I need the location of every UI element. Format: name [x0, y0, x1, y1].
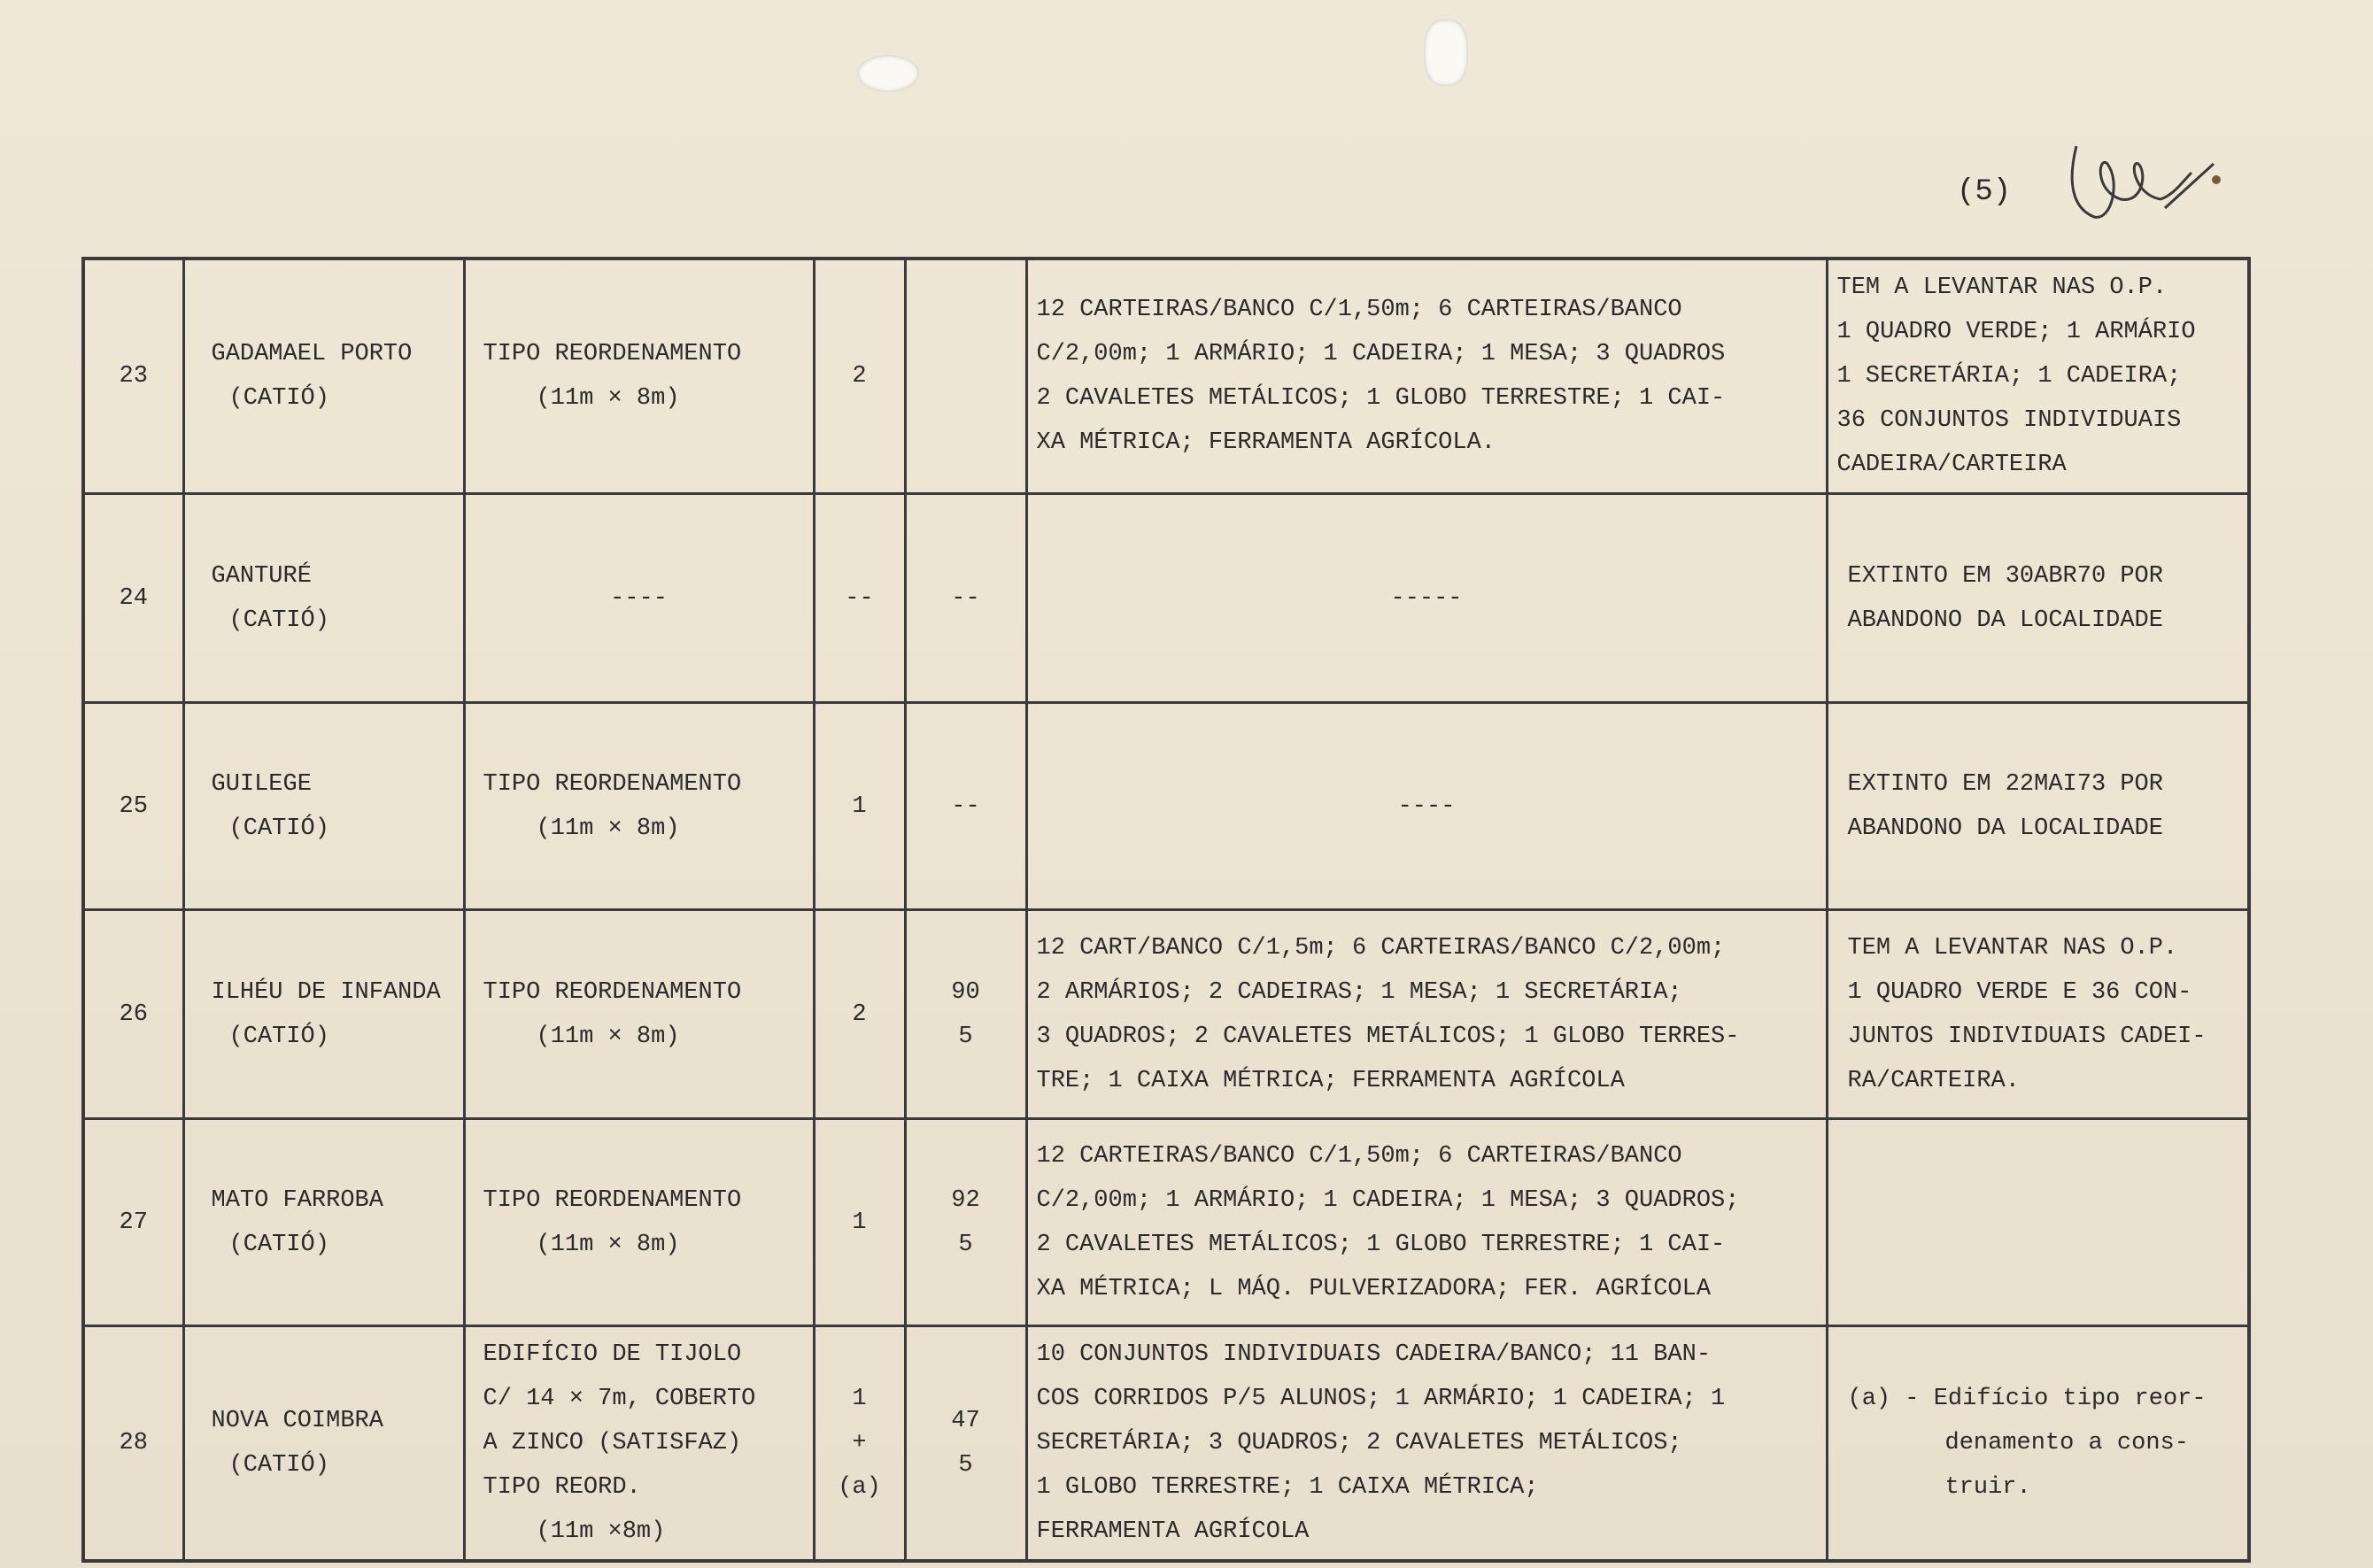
- equipment-line: 12 CARTEIRAS/BANCO C/1,50m; 6 CARTEIRAS/BANCO: [1036, 297, 1682, 323]
- equipment-line: COS CORRIDOS P/5 ALUNOS; 1 ARMÁRIO; 1 CADEIRA; 1: [1036, 1386, 1726, 1412]
- observation-line: EXTINTO EM 22MAI73 POR: [1847, 770, 2163, 798]
- table-row: [83, 910, 2249, 1119]
- location-cell: [183, 259, 464, 494]
- observations-cell: [1827, 1326, 2249, 1562]
- location-cell: [183, 910, 464, 1119]
- rooms-value: 1: [852, 1209, 867, 1236]
- observation-line: 1 SECRETÁRIA; 1 CADEIRA;: [1836, 363, 2182, 390]
- location-region: (CATIÓ): [228, 385, 329, 412]
- punch-hole-right: [1424, 19, 1468, 86]
- building-line: TIPO REORDENAMENTO: [483, 1186, 742, 1214]
- students-cell: [905, 910, 1026, 1119]
- students-cell: [905, 1326, 1026, 1562]
- page-number: (5): [1957, 175, 2012, 209]
- rooms-cell: [814, 1326, 905, 1562]
- students-cell: [905, 259, 1026, 494]
- equipment-line: 10 CONJUNTOS INDIVIDUAIS CADEIRA/BANCO; 11 BAN-: [1036, 1341, 1712, 1368]
- students-value: 5: [958, 1231, 973, 1258]
- table-row: [83, 494, 2249, 703]
- location-region: (CATIÓ): [228, 606, 329, 634]
- building-line: (11m × 8m): [536, 385, 680, 412]
- table-row: [83, 703, 2249, 910]
- equipment-line: 12 CART/BANCO C/1,5m; 6 CARTEIRAS/BANCO C/2,00m;: [1036, 934, 1726, 962]
- location-cell: [183, 494, 464, 703]
- equipment-cell: [1026, 259, 1827, 494]
- building-line: (11m × 8m): [536, 815, 680, 842]
- building-cell: [464, 703, 814, 910]
- rooms-cell: [814, 703, 905, 910]
- observation-line: RA/CARTEIRA.: [1847, 1067, 2020, 1094]
- equipment-line: 2 ARMÁRIOS; 2 CADEIRAS; 1 MESA; 1 SECRETÁRIA;: [1036, 978, 1682, 1006]
- handwritten-initials: [2059, 111, 2227, 243]
- students-cell: [905, 494, 1026, 703]
- observation-line: ABANDONO DA LOCALIDADE: [1847, 606, 2163, 634]
- row-number: [83, 1326, 183, 1562]
- rooms-value: 2: [852, 1000, 867, 1028]
- observation-line: (a) - Edifício tipo reor-: [1847, 1386, 2207, 1412]
- rooms-value: 1: [852, 792, 867, 820]
- building-line: ----: [610, 584, 668, 612]
- punch-hole-left: [857, 55, 919, 92]
- observation-line: TEM A LEVANTAR NAS O.P.: [1836, 274, 2168, 301]
- building-line: A ZINCO (SATISFAZ): [483, 1430, 742, 1456]
- row-number-text: 23: [119, 363, 148, 390]
- observation-line: EXTINTO EM 30ABR70 POR: [1847, 562, 2163, 590]
- row-number-text: 24: [119, 584, 148, 612]
- row-number: [83, 1119, 183, 1326]
- equipment-line: XA MÉTRICA; L MÁQ. PULVERIZADORA; FER. AGRÍCOLA: [1036, 1275, 1712, 1302]
- students-value: --: [951, 584, 980, 612]
- observation-line: truir.: [1944, 1474, 2031, 1501]
- row-number: [83, 259, 183, 494]
- equipment-line: 1 GLOBO TERRESTRE; 1 CAIXA MÉTRICA;: [1036, 1474, 1539, 1501]
- row-number: [83, 703, 183, 910]
- building-line: TIPO REORDENAMENTO: [483, 978, 742, 1006]
- building-line: (11m ×8m): [536, 1518, 666, 1545]
- row-number: [83, 910, 183, 1119]
- location-name: GUILEGE: [211, 770, 312, 798]
- students-value: 92: [951, 1186, 980, 1214]
- row-number: [83, 494, 183, 703]
- students-value: --: [951, 792, 980, 820]
- building-line: (11m × 8m): [536, 1231, 680, 1258]
- rooms-cell: [814, 494, 905, 703]
- observations-cell: [1827, 910, 2249, 1119]
- students-value: 5: [958, 1023, 973, 1050]
- equipment-line: 12 CARTEIRAS/BANCO C/1,50m; 6 CARTEIRAS/BANCO: [1036, 1142, 1682, 1170]
- equipment-cell: [1026, 910, 1827, 1119]
- location-name: ILHÉU DE INFANDA: [211, 978, 441, 1006]
- observation-line: CADEIRA/CARTEIRA: [1836, 452, 2067, 478]
- building-line: EDIFÍCIO DE TIJOLO: [483, 1341, 742, 1368]
- students-value: 90: [951, 978, 980, 1006]
- rooms-cell: [814, 259, 905, 494]
- observations-cell: [1827, 494, 2249, 703]
- row-number-text: 26: [119, 1000, 148, 1028]
- location-name: GANTURÉ: [211, 562, 312, 590]
- rooms-value: 1: [852, 1386, 867, 1412]
- observation-line: 36 CONJUNTOS INDIVIDUAIS: [1836, 407, 2182, 434]
- equipment-line: C/2,00m; 1 ARMÁRIO; 1 CADEIRA; 1 MESA; 3 QUADROS: [1036, 341, 1726, 367]
- row-number-text: 28: [119, 1430, 148, 1456]
- location-cell: [183, 1119, 464, 1326]
- students-cell: [905, 703, 1026, 910]
- observation-line: ABANDONO DA LOCALIDADE: [1847, 815, 2163, 842]
- table-row: [83, 1119, 2249, 1326]
- location-name: NOVA COIMBRA: [211, 1408, 383, 1434]
- equipment-line: XA MÉTRICA; FERRAMENTA AGRÍCOLA.: [1036, 429, 1496, 456]
- students-value: 5: [958, 1452, 973, 1479]
- equipment-line: TRE; 1 CAIXA MÉTRICA; FERRAMENTA AGRÍCOLA: [1036, 1067, 1625, 1094]
- observation-line: 1 QUADRO VERDE E 36 CON-: [1847, 978, 2192, 1006]
- equipment-line: FERRAMENTA AGRÍCOLA: [1036, 1518, 1310, 1545]
- equipment-line: 2 CAVALETES METÁLICOS; 1 GLOBO TERRESTRE; 1 CAI-: [1036, 385, 1726, 412]
- equipment-cell: [1026, 1326, 1827, 1562]
- location-region: (CATIÓ): [228, 1452, 329, 1479]
- observation-line: TEM A LEVANTAR NAS O.P.: [1847, 934, 2178, 962]
- location-cell: [183, 703, 464, 910]
- equipment-line: 3 QUADROS; 2 CAVALETES METÁLICOS; 1 GLOBO TERRES-: [1036, 1023, 1740, 1050]
- observation-line: JUNTOS INDIVIDUAIS CADEI-: [1847, 1023, 2207, 1050]
- building-line: TIPO REORD.: [483, 1474, 641, 1501]
- location-cell: [183, 1326, 464, 1562]
- observation-line: denamento a cons-: [1944, 1430, 2189, 1456]
- rooms-value: (a): [838, 1474, 881, 1501]
- equipment-cell: [1026, 1119, 1827, 1326]
- building-cell: [464, 1119, 814, 1326]
- observations-cell: [1827, 1119, 2249, 1326]
- rooms-cell: [814, 910, 905, 1119]
- students-value: 47: [951, 1408, 980, 1434]
- equipment-cell: [1026, 494, 1827, 703]
- row-number-text: 25: [119, 792, 148, 820]
- observations-cell: [1827, 703, 2249, 910]
- rooms-value: +: [852, 1430, 867, 1456]
- building-line: (11m × 8m): [536, 1023, 680, 1050]
- equipment-line: -----: [1390, 584, 1463, 612]
- equipment-line: SECRETÁRIA; 3 QUADROS; 2 CAVALETES METÁLICOS;: [1036, 1430, 1682, 1456]
- building-cell: [464, 259, 814, 494]
- table-row: [83, 259, 2249, 494]
- rooms-value: --: [845, 584, 874, 612]
- location-name: MATO FARROBA: [211, 1186, 383, 1214]
- table-row: [83, 1326, 2249, 1562]
- location-region: (CATIÓ): [228, 815, 329, 842]
- rooms-value: 2: [852, 363, 867, 390]
- building-line: TIPO REORDENAMENTO: [483, 770, 742, 798]
- equipment-cell: [1026, 703, 1827, 910]
- rooms-cell: [814, 1119, 905, 1326]
- students-cell: [905, 1119, 1026, 1326]
- equipment-line: 2 CAVALETES METÁLICOS; 1 GLOBO TERRESTRE; 1 CAI-: [1036, 1231, 1726, 1258]
- location-region: (CATIÓ): [228, 1231, 329, 1258]
- observations-cell: [1827, 259, 2249, 494]
- building-line: TIPO REORDENAMENTO: [483, 341, 742, 367]
- equipment-line: C/2,00m; 1 ARMÁRIO; 1 CADEIRA; 1 MESA; 3 QUADROS;: [1036, 1186, 1740, 1214]
- equipment-line: ----: [1397, 792, 1456, 820]
- row-number-text: 27: [119, 1209, 148, 1236]
- building-cell: [464, 1326, 814, 1562]
- building-line: C/ 14 × 7m, COBERTO: [483, 1386, 756, 1412]
- location-region: (CATIÓ): [228, 1023, 329, 1050]
- observation-line: 1 QUADRO VERDE; 1 ARMÁRIO: [1836, 319, 2196, 345]
- school-inventory-table: [81, 257, 2251, 1563]
- building-cell: [464, 494, 814, 703]
- building-cell: [464, 910, 814, 1119]
- location-name: GADAMAEL PORTO: [211, 341, 413, 367]
